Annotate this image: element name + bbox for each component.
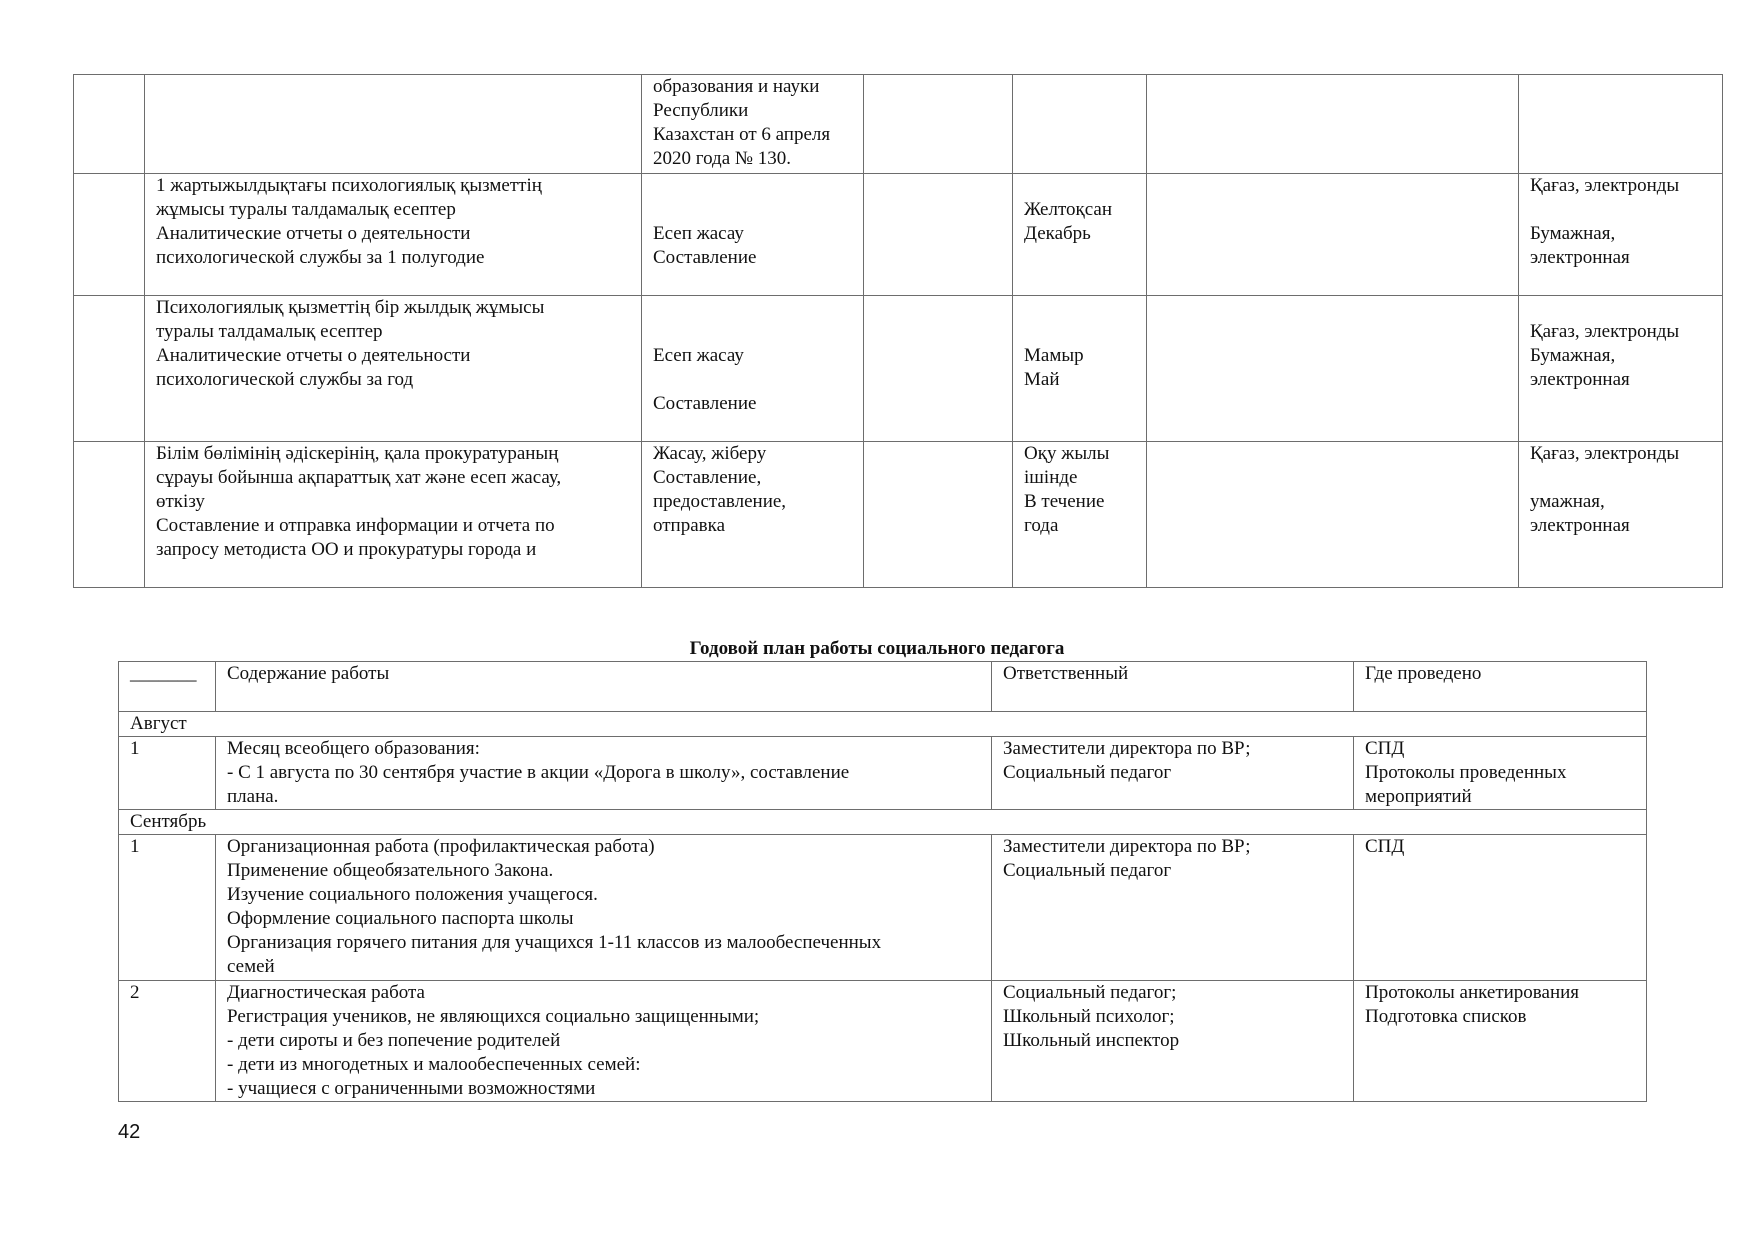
row-responsible: Социальный педагог; Школьный психолог; Школьный инспектор xyxy=(992,981,1354,1102)
row-content xyxy=(145,75,642,174)
plan-title: Годовой план работы социального педагога xyxy=(689,638,1065,659)
table-row xyxy=(74,75,1723,174)
row-empty-cell xyxy=(1147,75,1519,174)
row-number xyxy=(74,75,145,174)
row-empty-cell xyxy=(864,174,1013,296)
plan-table xyxy=(118,661,1647,1102)
row-content: Диагностическая работа Регистрация учеников, не являющихся социально защищенными; - дети сироты и без попечение родителей - дети из многодетных и малообеспеченных семей: - учащиеся с ограниченными возможностями xyxy=(216,981,992,1102)
row-number: 1 xyxy=(119,835,216,981)
table-row xyxy=(119,835,1647,981)
row-deadline: Мамыр Май xyxy=(1013,296,1147,442)
row-responsible: Заместители директора по ВР; Социальный педагог xyxy=(992,835,1354,981)
table-row xyxy=(74,442,1723,588)
row-where: СПД xyxy=(1354,835,1647,981)
row-where: СПД Протоколы проведенных мероприятий xyxy=(1354,737,1647,810)
header-number: _______ xyxy=(119,662,216,712)
header-responsible: Ответственный xyxy=(992,662,1354,712)
row-empty-cell xyxy=(1147,174,1519,296)
row-content: Психологиялық қызметтің бір жылдық жұмысы туралы талдамалық есептер Аналитические отчеты о деятельности психологической службы за год xyxy=(145,296,642,442)
row-content: 1 жартыжылдықтағы психологиялық қызметтің жұмысы туралы талдамалық есептер Аналитические отчеты о деятельности психологической службы за 1 полугодие xyxy=(145,174,642,296)
row-empty-cell xyxy=(864,442,1013,588)
row-number xyxy=(74,296,145,442)
row-form: Есеп жасау Составление xyxy=(642,296,864,442)
row-content: Білім бөлімінің әдіскерінің, қала прокуратураның сұрауы бойынша ақпараттық хат және есеп жасау, өткізу Составление и отправка информации и отчета по запросу методиста ОО и прокуратуры города и xyxy=(145,442,642,588)
month-label: Август xyxy=(119,712,1647,737)
table-row xyxy=(119,981,1647,1102)
month-row xyxy=(119,712,1647,737)
row-number xyxy=(74,174,145,296)
report-table xyxy=(73,74,1723,588)
row-medium xyxy=(1519,75,1723,174)
table-row xyxy=(74,296,1723,442)
month-label: Сентябрь xyxy=(119,810,1647,835)
row-deadline xyxy=(1013,75,1147,174)
row-content: Месяц всеобщего образования: - С 1 августа по 30 сентября участие в акции «Дорога в школу», составление плана. xyxy=(216,737,992,810)
table-header-row xyxy=(119,662,1647,712)
row-medium: Қағаз, электронды умажная, электронная xyxy=(1519,442,1723,588)
header-where: Где проведено xyxy=(1354,662,1647,712)
row-form: Жасау, жіберу Составление, предоставление, отправка xyxy=(642,442,864,588)
row-empty-cell xyxy=(864,296,1013,442)
row-form: Есеп жасау Составление xyxy=(642,174,864,296)
row-number: 2 xyxy=(119,981,216,1102)
month-row xyxy=(119,810,1647,835)
table-row xyxy=(74,174,1723,296)
page-number: 42 xyxy=(118,1121,141,1143)
row-empty-cell xyxy=(1147,442,1519,588)
row-deadline: Оқу жылы ішінде В течение года xyxy=(1013,442,1147,588)
row-responsible: Заместители директора по ВР; Социальный педагог xyxy=(992,737,1354,810)
header-content: Содержание работы xyxy=(216,662,992,712)
row-medium: Қағаз, электронды Бумажная, электронная xyxy=(1519,174,1723,296)
row-medium: Қағаз, электронды Бумажная, электронная xyxy=(1519,296,1723,442)
row-where: Протоколы анкетирования Подготовка списков xyxy=(1354,981,1647,1102)
row-number: 1 xyxy=(119,737,216,810)
row-form: образования и науки Республики Казахстан от 6 апреля 2020 года № 130. xyxy=(642,75,864,174)
row-empty-cell xyxy=(864,75,1013,174)
row-deadline: Желтоқсан Декабрь xyxy=(1013,174,1147,296)
table-row xyxy=(119,737,1647,810)
row-number xyxy=(74,442,145,588)
row-content: Организационная работа (профилактическая работа) Применение общеобязательного Закона. Изучение социального положения учащегося. Оформление социального паспорта школы Организация горячего питания для учащихся 1-11 классов из малообеспеченных семей xyxy=(216,835,992,981)
row-empty-cell xyxy=(1147,296,1519,442)
